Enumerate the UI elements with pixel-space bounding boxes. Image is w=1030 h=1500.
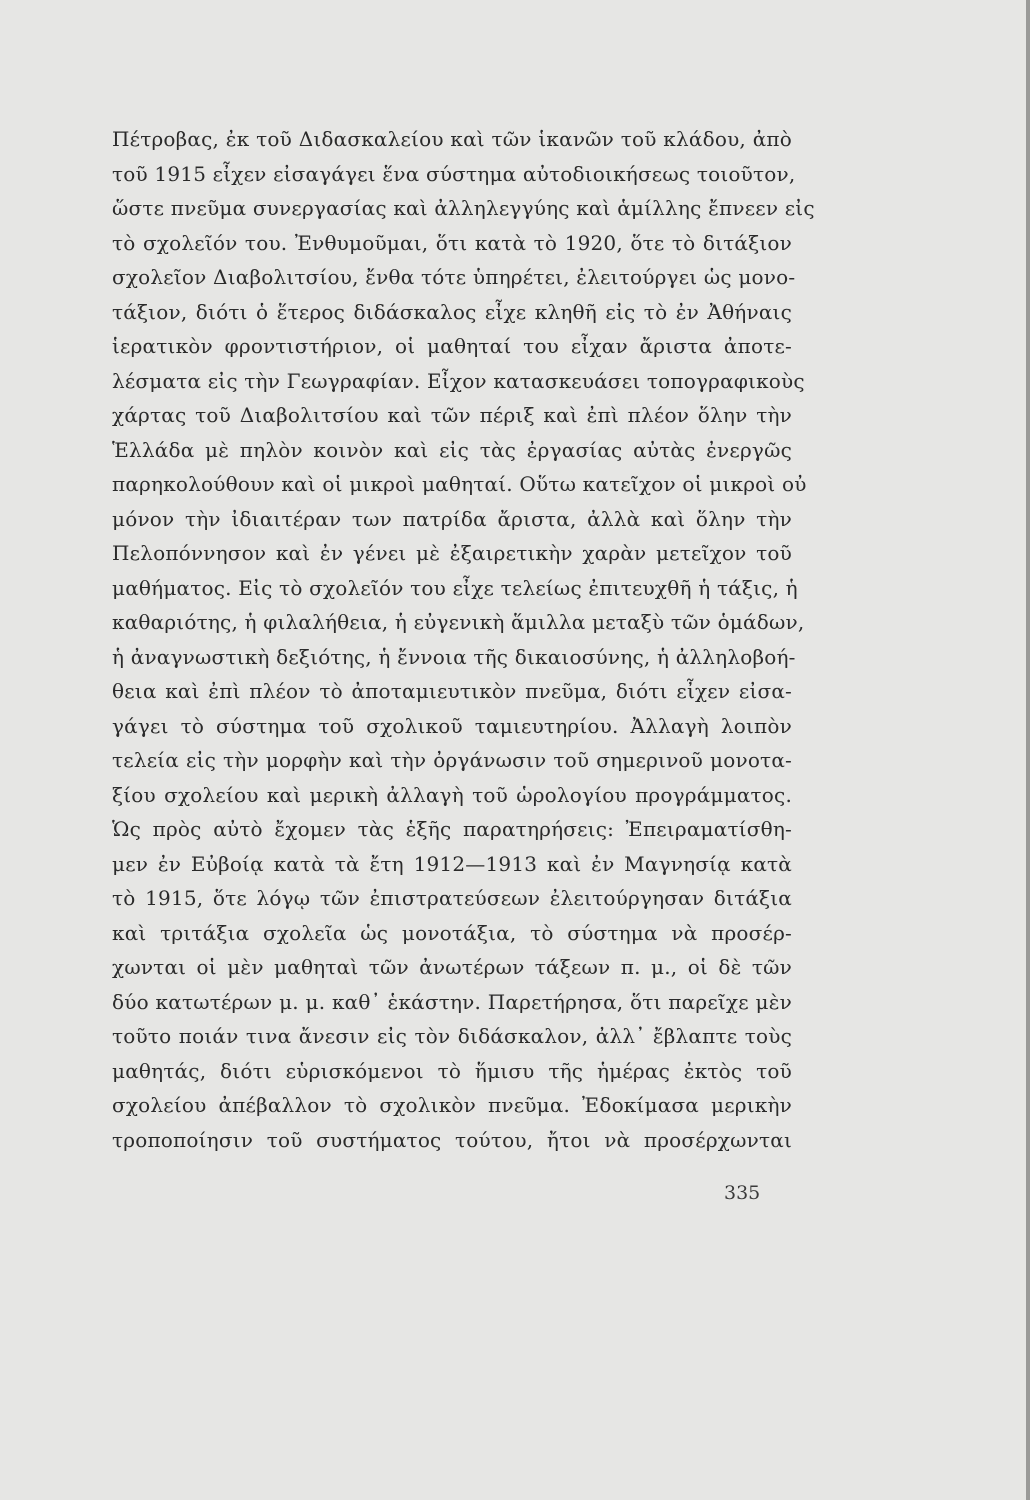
- text-line: δύο κατωτέρων μ. μ. καθ᾽ ἑκάστην. Παρετήρησα, ὅτι παρεῖχε μὲν: [112, 989, 792, 1014]
- text-line: γάγει τὸ σύστημα τοῦ σχολικοῦ ταμιευτηρίου. Ἀλλαγὴ λοιπὸν: [112, 713, 792, 738]
- text-line: καὶ τριτάξια σχολεῖα ὡς μονοτάξια, τὸ σύστημα νὰ προσέρ-: [112, 920, 792, 945]
- text-line: Πέτροβας, ἐκ τοῦ Διδασκαλείου καὶ τῶν ἱκανῶν τοῦ κλάδου, ἀπὸ: [112, 127, 792, 151]
- text-line: τροποποίησιν τοῦ συστήματος τούτου, ἤτοι νὰ προσέρχωνται: [112, 1127, 792, 1152]
- text-line: Ἑλλάδα μὲ πηλὸν κοινὸν καὶ εἰς τὰς ἐργασίας αὐτὰς ἐνεργῶς: [112, 437, 792, 462]
- text-line: μόνον τὴν ἰδιαιτέραν των πατρίδα ἄριστα, ἀλλὰ καὶ ὅλην τὴν: [112, 506, 792, 531]
- text-line: παρηκολούθουν καὶ οἱ μικροὶ μαθηταί. Οὕτω κατεῖχον οἱ μικροὶ οὐ: [112, 472, 807, 496]
- text-line: ἱερατικὸν φροντιστήριον, οἱ μαθηταί του εἶχαν ἄριστα ἀποτε-: [112, 334, 792, 358]
- text-line: ὥστε πνεῦμα συνεργασίας καὶ ἀλληλεγγύης καὶ ἁμίλλης ἔπνεεν εἰς: [112, 196, 815, 220]
- text-line: μαθήματος. Εἰς τὸ σχολεῖόν του εἶχε τελείως ἐπιτευχθῆ ἡ τάξις, ἡ: [112, 575, 798, 600]
- text-line: ξίου σχολείου καὶ μερικὴ ἀλλαγὴ τοῦ ὡρολογίου προγράμματος.: [112, 782, 792, 807]
- text-line: χάρτας τοῦ Διαβολιτσίου καὶ τῶν πέριξ καὶ ἐπὶ πλέον ὅλην τὴν: [112, 403, 792, 427]
- text-line: σχολείου ἀπέβαλλον τὸ σχολικὸν πνεῦμα. Ἐδοκίμασα μερικὴν: [112, 1093, 792, 1117]
- body-text: [112, 122, 815, 1157]
- text-line: χωνται οἱ μὲν μαθηταὶ τῶν ἀνωτέρων τάξεων π. μ., οἱ δὲ τῶν: [112, 955, 792, 979]
- text-line: λέσματα εἰς τὴν Γεωγραφίαν. Εἶχον κατασκευάσει τοπογραφικοὺς: [112, 368, 805, 393]
- text-line: Ὡς πρὸς αὐτὸ ἔχομεν τὰς ἑξῆς παρατηρήσεις: Ἐπειραματίσθη-: [112, 817, 792, 841]
- text-line: τὸ σχολεῖόν του. Ἐνθυμοῦμαι, ὅτι κατὰ τὸ 1920, ὅτε τὸ διτάξιον: [112, 230, 792, 255]
- text-line: τοῦ 1915 εἶχεν εἰσαγάγει ἕνα σύστημα αὐτοδιοικήσεως τοιοῦτον,: [112, 161, 796, 186]
- text-line: μεν ἐν Εὐβοίᾳ κατὰ τὰ ἔτη 1912—1913 καὶ ἐν Μαγνησίᾳ κατὰ: [112, 851, 792, 876]
- text-line: θεια καὶ ἐπὶ πλέον τὸ ἀποταμιευτικὸν πνεῦμα, διότι εἶχεν εἰσα-: [112, 679, 792, 703]
- text-line: τάξιον, διότι ὁ ἕτερος διδάσκαλος εἶχε κληθῆ εἰς τὸ ἐν Ἀθήναις: [112, 299, 792, 324]
- text-line: καθαριότης, ἡ φιλαλήθεια, ἡ εὐγενικὴ ἅμιλλα μεταξὺ τῶν ὁμάδων,: [112, 610, 805, 634]
- page-number: 335: [724, 1182, 761, 1204]
- text-line: τοῦτο ποιάν τινα ἄνεσιν εἰς τὸν διδάσκαλον, ἀλλ᾽ ἔβλαπτε τοὺς: [112, 1024, 792, 1048]
- text-line: ἡ ἀναγνωστικὴ δεξιότης, ἡ ἔννοια τῆς δικαιοσύνης, ἡ ἀλληλοβοή-: [112, 644, 796, 669]
- text-line: Πελοπόννησον καὶ ἐν γένει μὲ ἐξαιρετικὴν χαρὰν μετεῖχον τοῦ: [112, 541, 792, 565]
- text-line: μαθητάς, διότι εὑρισκόμενοι τὸ ἥμισυ τῆς ἡμέρας ἐκτὸς τοῦ: [112, 1058, 792, 1083]
- text-line: τὸ 1915, ὅτε λόγῳ τῶν ἐπιστρατεύσεων ἐλειτούργησαν διτάξια: [112, 886, 792, 910]
- text-line: τελεία εἰς τὴν μορφὴν καὶ τὴν ὀργάνωσιν τοῦ σημερινοῦ μονοτα-: [112, 748, 792, 772]
- text-line: σχολεῖον Διαβολιτσίου, ἔνθα τότε ὑπηρέτει, ἐλειτούργει ὡς μονο-: [112, 265, 796, 289]
